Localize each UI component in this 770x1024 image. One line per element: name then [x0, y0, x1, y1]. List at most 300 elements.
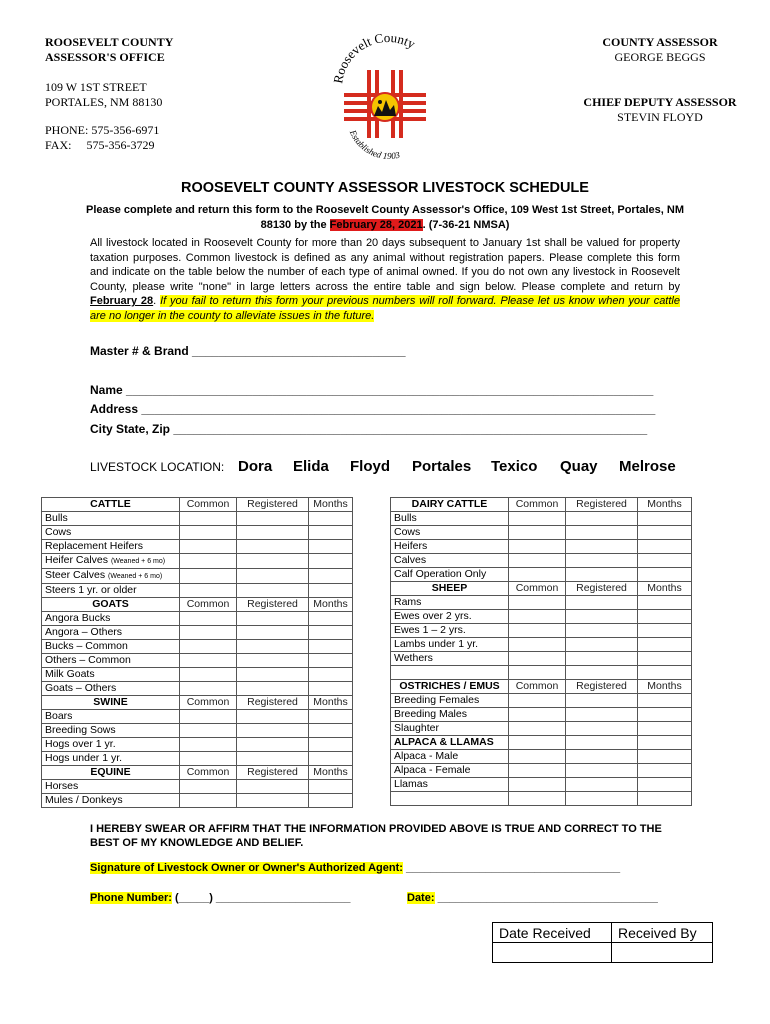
section-header-row [391, 582, 692, 596]
section-header [42, 696, 180, 710]
section-header-row [42, 766, 353, 780]
common-count-cell[interactable] [509, 736, 566, 750]
registered-column-header: Registered [237, 766, 309, 780]
common-column-header: Common [180, 498, 237, 512]
section-header [391, 498, 509, 512]
common-count-cell[interactable] [509, 778, 566, 792]
date-field[interactable] [407, 892, 658, 904]
signature-label: Signature of Livestock Owner or Owner's Authorized Agent: [90, 862, 403, 874]
months-count-cell[interactable] [309, 584, 353, 598]
livestock-row [391, 540, 692, 554]
date-received-cell[interactable] [493, 943, 612, 963]
common-count-cell[interactable] [509, 792, 566, 806]
animal-label [391, 666, 509, 680]
address-line-2: PORTALES, NM 88130 [45, 95, 163, 109]
months-count-cell[interactable] [638, 540, 692, 554]
subtitle-part-2: . (7-36-21 NMSA) [422, 219, 510, 231]
row-label: Slaughter [394, 722, 439, 734]
common-count-cell[interactable] [180, 526, 237, 540]
row-label: Cows [394, 526, 421, 538]
registered-count-cell[interactable] [237, 780, 309, 794]
phone-number-field[interactable] [90, 892, 351, 904]
animal-label [42, 780, 180, 794]
months-count-cell[interactable] [638, 666, 692, 680]
registered-count-cell[interactable] [566, 512, 638, 526]
animal-label [42, 654, 180, 668]
county-seal-logo [330, 26, 440, 168]
common-count-cell[interactable] [509, 764, 566, 778]
row-label: Breeding Females [394, 694, 480, 706]
row-label: EQUINE [90, 766, 131, 778]
instructions-paragraph: All livestock located in Roosevelt County for more than 20 days subsequent to January 1st shall be valued for property taxation purposes. Common livestock is defined as any animal without registration papers. Please complete this form and indicate on the table below the number of each type of animal owned. If you do not own any livestock in Roosevelt County, please write "none" in large letters across the entire table and sign below. Please complete and return by February 28. If you fail to return this form your previous numbers will roll forward. Please let us know when your cattle are no longer in the county to alleviate issues in the future. [90, 237, 680, 322]
common-count-cell[interactable] [180, 682, 237, 696]
section-header-row [42, 498, 353, 512]
phone-line: PHONE: 575-356-6971 [45, 123, 160, 137]
livestock-row [391, 624, 692, 638]
subtitle-deadline: February 28, 2021 [329, 219, 423, 231]
registered-count-cell[interactable] [237, 640, 309, 654]
livestock-row [42, 738, 353, 752]
animal-label [391, 722, 509, 736]
date-received-header: Date Received [493, 923, 612, 943]
animal-label [42, 584, 180, 598]
registered-count-cell[interactable] [237, 654, 309, 668]
intro-warning: If you fail to return this form your previous numbers will roll forward. Please let us know when your cattle are no longer in the county to alleviate issues in the future. [90, 295, 680, 322]
common-column-header: Common [180, 598, 237, 612]
phone-line[interactable]: (_____) ______________________ [171, 892, 351, 904]
animal-label [391, 610, 509, 624]
section-header-row [42, 696, 353, 710]
months-count-cell[interactable] [309, 752, 353, 766]
row-label: Alpaca - Male [394, 750, 459, 762]
row-label: Calves [394, 554, 427, 566]
months-count-cell[interactable] [309, 724, 353, 738]
row-label: Cows [45, 526, 72, 538]
months-count-cell[interactable] [309, 612, 353, 626]
months-count-cell[interactable] [638, 652, 692, 666]
months-column-header: Months [638, 498, 692, 512]
common-count-cell[interactable] [509, 708, 566, 722]
livestock-row [391, 638, 692, 652]
deputy-block [560, 95, 760, 125]
common-count-cell[interactable] [509, 540, 566, 554]
common-count-cell[interactable] [509, 638, 566, 652]
registered-count-cell[interactable] [566, 596, 638, 610]
livestock-row [42, 584, 353, 598]
months-count-cell[interactable] [638, 736, 692, 750]
assessor-name: GEORGE BEGGS [614, 50, 706, 64]
registered-count-cell[interactable] [237, 724, 309, 738]
livestock-row [42, 640, 353, 654]
common-count-cell[interactable] [509, 624, 566, 638]
common-count-cell[interactable] [180, 752, 237, 766]
months-count-cell[interactable] [638, 624, 692, 638]
office-name [45, 35, 173, 65]
livestock-row [391, 778, 692, 792]
city-state-zip-field[interactable]: City State, Zip _______________________________________________________________________ [90, 422, 648, 436]
common-count-cell[interactable] [509, 512, 566, 526]
registered-count-cell[interactable] [566, 610, 638, 624]
row-label: CATTLE [90, 498, 131, 510]
livestock-table-right [390, 497, 692, 806]
section-header-row [42, 598, 353, 612]
registered-count-cell[interactable] [566, 652, 638, 666]
months-column-header: Months [309, 696, 353, 710]
registered-count-cell[interactable] [237, 682, 309, 696]
animal-label [391, 638, 509, 652]
row-label: Boars [45, 710, 73, 722]
registered-count-cell[interactable] [566, 792, 638, 806]
livestock-row [42, 682, 353, 696]
row-label: Goats – Others [45, 682, 117, 694]
registered-count-cell[interactable] [237, 738, 309, 752]
animal-label [391, 750, 509, 764]
common-count-cell[interactable] [509, 694, 566, 708]
common-column-header: Common [509, 582, 566, 596]
row-note: (Weaned + 6 mo) [110, 558, 166, 565]
fax-line: FAX: 575-356-3729 [45, 138, 155, 152]
months-column-header: Months [638, 582, 692, 596]
row-label: Bulls [45, 512, 68, 524]
row-label: Ewes 1 – 2 yrs. [394, 624, 466, 636]
livestock-row [42, 668, 353, 682]
registered-count-cell[interactable] [237, 569, 309, 584]
livestock-row [42, 612, 353, 626]
common-count-cell[interactable] [180, 710, 237, 724]
deputy-name: STEVIN FLOYD [617, 110, 703, 124]
months-count-cell[interactable] [309, 569, 353, 584]
months-column-header: Months [309, 598, 353, 612]
row-label: Breeding Sows [45, 724, 116, 736]
row-label: ALPACA & LLAMAS [394, 736, 494, 748]
livestock-table-left [41, 497, 353, 808]
registered-count-cell[interactable] [237, 612, 309, 626]
animal-label [391, 764, 509, 778]
registered-count-cell[interactable] [566, 666, 638, 680]
town-dora[interactable]: Dora [238, 458, 273, 475]
months-count-cell[interactable] [638, 638, 692, 652]
affirmation-statement: I HEREBY SWEAR OR AFFIRM THAT THE INFORMATION PROVIDED ABOVE IS TRUE AND CORRECT TO THE BEST OF MY KNOWLEDGE AND BELIEF. [90, 823, 662, 849]
registered-count-cell[interactable] [237, 526, 309, 540]
common-count-cell[interactable] [509, 610, 566, 624]
registered-count-cell[interactable] [237, 668, 309, 682]
registered-count-cell[interactable] [237, 794, 309, 808]
signature-field[interactable] [90, 862, 620, 874]
registered-column-header: Registered [237, 598, 309, 612]
office-line-1: ROOSEVELT COUNTY [45, 35, 174, 49]
common-count-cell[interactable] [180, 640, 237, 654]
row-label: Horses [45, 780, 79, 792]
months-count-cell[interactable] [309, 526, 353, 540]
animal-label [42, 554, 180, 569]
office-use-table [492, 922, 713, 963]
row-label: Mules / Donkeys [45, 794, 123, 806]
registered-column-header: Registered [237, 498, 309, 512]
livestock-row [42, 526, 353, 540]
common-count-cell[interactable] [180, 794, 237, 808]
intro-text: All livestock located in Roosevelt County for more than 20 days subsequent to January 1st shall be valued for property taxation purposes. Common livestock is defined as any animal without registration papers. Please complete this form and indicate on the table below the number of each type of animal owned. If you do not own any livestock in Roosevelt County, please write "none" in large letters across the entire table and sign below. Please complete and return by [90, 237, 680, 293]
common-count-cell[interactable] [180, 668, 237, 682]
common-count-cell[interactable] [180, 626, 237, 640]
animal-label [42, 640, 180, 654]
months-count-cell[interactable] [638, 512, 692, 526]
town-texico[interactable]: Texico [491, 458, 538, 475]
animal-label [391, 554, 509, 568]
animal-label [391, 512, 509, 526]
livestock-row [42, 780, 353, 794]
common-count-cell[interactable] [180, 554, 237, 569]
row-label: Calf Operation Only [394, 568, 487, 580]
common-count-cell[interactable] [509, 722, 566, 736]
common-count-cell[interactable] [180, 569, 237, 584]
registered-count-cell[interactable] [566, 540, 638, 554]
months-count-cell[interactable] [309, 654, 353, 668]
row-label: Hogs under 1 yr. [45, 752, 123, 764]
section-header [42, 766, 180, 780]
registered-count-cell[interactable] [566, 722, 638, 736]
row-label: SHEEP [431, 582, 468, 594]
row-label: OSTRICHES / EMUS [399, 680, 500, 692]
animal-label [42, 526, 180, 540]
office-line-2: ASSESSOR'S OFFICE [45, 50, 165, 64]
registered-count-cell[interactable] [237, 710, 309, 724]
row-label: Alpaca - Female [394, 764, 471, 776]
livestock-row [391, 764, 692, 778]
animal-label [391, 778, 509, 792]
animal-label [42, 612, 180, 626]
common-column-header: Common [509, 498, 566, 512]
row-label: Replacement Heifers [45, 540, 144, 552]
months-count-cell[interactable] [638, 554, 692, 568]
subtitle-part-1: Please complete and return this form to the Roosevelt County Assessor's Office, 109 West 1st Street, Portales, NM 88130 by the [85, 204, 684, 231]
common-count-cell[interactable] [180, 512, 237, 526]
livestock-row [391, 512, 692, 526]
animal-label [42, 724, 180, 738]
row-label: Milk Goats [45, 668, 95, 680]
intro-deadline: February 28 [90, 295, 154, 307]
animal-label [391, 792, 509, 806]
months-count-cell[interactable] [309, 738, 353, 752]
registered-count-cell[interactable] [237, 540, 309, 554]
location-label: LIVESTOCK LOCATION: [90, 460, 225, 474]
months-count-cell[interactable] [638, 526, 692, 540]
livestock-row [42, 626, 353, 640]
received-by-cell[interactable] [612, 943, 713, 963]
livestock-row [391, 736, 692, 750]
animal-label [42, 569, 180, 584]
livestock-row [391, 722, 692, 736]
common-count-cell[interactable] [509, 596, 566, 610]
registered-count-cell[interactable] [566, 694, 638, 708]
animal-label [42, 540, 180, 554]
common-count-cell[interactable] [180, 724, 237, 738]
section-header-row [391, 680, 692, 694]
common-column-header: Common [180, 696, 237, 710]
registered-column-header: Registered [566, 680, 638, 694]
livestock-row [391, 526, 692, 540]
registered-count-cell[interactable] [237, 752, 309, 766]
received-by-header: Received By [612, 923, 713, 943]
animal-label [391, 568, 509, 582]
livestock-row [42, 512, 353, 526]
common-count-cell[interactable] [180, 540, 237, 554]
form-title: ROOSEVELT COUNTY ASSESSOR LIVESTOCK SCHEDULE [181, 180, 589, 196]
registered-count-cell[interactable] [566, 764, 638, 778]
section-header [42, 498, 180, 512]
livestock-row [42, 569, 353, 584]
common-count-cell[interactable] [509, 750, 566, 764]
livestock-row [391, 652, 692, 666]
animal-label [391, 694, 509, 708]
animal-label [391, 526, 509, 540]
row-label: SWINE [93, 696, 128, 708]
row-label: Bucks – Common [45, 640, 128, 652]
animal-label [42, 752, 180, 766]
months-count-cell[interactable] [309, 668, 353, 682]
row-label: Wethers [394, 652, 433, 664]
section-header [42, 598, 180, 612]
row-label: Steer Calves [45, 569, 109, 581]
row-label: Bulls [394, 512, 417, 524]
animal-label [391, 624, 509, 638]
town-quay[interactable]: Quay [560, 458, 598, 475]
months-count-cell[interactable] [638, 596, 692, 610]
common-count-cell[interactable] [180, 654, 237, 668]
months-count-cell[interactable] [638, 694, 692, 708]
registered-count-cell[interactable] [566, 750, 638, 764]
months-count-cell[interactable] [638, 778, 692, 792]
row-label: Breeding Males [394, 708, 467, 720]
name-field[interactable]: Name _______________________________________________________________________________ [90, 383, 654, 397]
livestock-row [42, 794, 353, 808]
livestock-row [42, 710, 353, 724]
animal-label [42, 512, 180, 526]
animal-label [391, 708, 509, 722]
months-count-cell[interactable] [309, 512, 353, 526]
row-label: Heifers [394, 540, 428, 552]
row-note: (Weaned + 6 mo) [108, 573, 163, 580]
registered-count-cell[interactable] [566, 708, 638, 722]
months-count-cell[interactable] [638, 764, 692, 778]
registered-count-cell[interactable] [237, 626, 309, 640]
town-melrose[interactable]: Melrose [619, 458, 676, 475]
animal-label [42, 710, 180, 724]
animal-label [42, 682, 180, 696]
months-column-header: Months [309, 766, 353, 780]
town-portales[interactable]: Portales [412, 458, 472, 475]
town-elida[interactable]: Elida [293, 458, 329, 475]
animal-label [42, 668, 180, 682]
common-column-header: Common [509, 680, 566, 694]
livestock-row [42, 554, 353, 569]
livestock-row [391, 554, 692, 568]
common-column-header: Common [180, 766, 237, 780]
date-label: Date: [407, 892, 435, 904]
months-count-cell[interactable] [638, 708, 692, 722]
livestock-row [391, 666, 692, 680]
animal-label [42, 794, 180, 808]
livestock-row [391, 596, 692, 610]
months-count-cell[interactable] [309, 794, 353, 808]
form-subtitle [85, 203, 685, 233]
row-label: Lambs under 1 yr. [394, 638, 479, 650]
animal-label [391, 596, 509, 610]
registered-count-cell[interactable] [566, 778, 638, 792]
registered-count-cell[interactable] [566, 554, 638, 568]
registered-count-cell[interactable] [237, 554, 309, 569]
months-column-header: Months [309, 498, 353, 512]
months-count-cell[interactable] [309, 780, 353, 794]
common-count-cell[interactable] [509, 652, 566, 666]
months-count-cell[interactable] [309, 554, 353, 569]
office-address [45, 80, 162, 110]
row-label: Llamas [394, 778, 428, 790]
months-count-cell[interactable] [309, 626, 353, 640]
assessor-title: COUNTY ASSESSOR [602, 35, 718, 49]
livestock-row [42, 724, 353, 738]
months-count-cell[interactable] [638, 750, 692, 764]
registered-column-header: Registered [237, 696, 309, 710]
common-count-cell[interactable] [180, 738, 237, 752]
registered-count-cell[interactable] [566, 568, 638, 582]
months-count-cell[interactable] [309, 682, 353, 696]
common-count-cell[interactable] [180, 584, 237, 598]
common-count-cell[interactable] [509, 554, 566, 568]
registered-column-header: Registered [566, 498, 638, 512]
address-field[interactable]: Address _____________________________________________________________________________ [90, 402, 656, 416]
livestock-row [391, 568, 692, 582]
phone-label: Phone Number: [90, 892, 172, 904]
common-count-cell[interactable] [509, 568, 566, 582]
months-column-header: Months [638, 680, 692, 694]
animal-label [42, 626, 180, 640]
months-count-cell[interactable] [638, 568, 692, 582]
registered-column-header: Registered [566, 582, 638, 596]
registered-count-cell[interactable] [566, 624, 638, 638]
livestock-row [42, 654, 353, 668]
registered-count-cell[interactable] [566, 736, 638, 750]
animal-label [391, 540, 509, 554]
common-count-cell[interactable] [180, 780, 237, 794]
common-count-cell[interactable] [509, 666, 566, 680]
master-brand-field[interactable]: Master # & Brand ________________________________ [90, 344, 406, 358]
registered-count-cell[interactable] [237, 584, 309, 598]
row-label: Ewes over 2 yrs. [394, 610, 472, 622]
section-header-row [391, 498, 692, 512]
months-count-cell[interactable] [638, 792, 692, 806]
common-count-cell[interactable] [509, 526, 566, 540]
registered-count-cell[interactable] [566, 638, 638, 652]
months-count-cell[interactable] [638, 610, 692, 624]
section-header [391, 736, 509, 750]
row-label: GOATS [92, 598, 129, 610]
town-floyd[interactable]: Floyd [350, 458, 390, 475]
row-label: Others – Common [45, 654, 131, 666]
section-header [391, 582, 509, 596]
signature-line[interactable]: ___________________________________ [402, 862, 621, 874]
months-count-cell[interactable] [309, 710, 353, 724]
date-line[interactable]: ____________________________________ [434, 892, 658, 904]
svg-text:Roosevelt County: Roosevelt County [330, 29, 418, 85]
months-count-cell[interactable] [309, 640, 353, 654]
months-count-cell[interactable] [309, 540, 353, 554]
livestock-row [391, 750, 692, 764]
months-count-cell[interactable] [638, 722, 692, 736]
livestock-row [391, 708, 692, 722]
registered-count-cell[interactable] [566, 526, 638, 540]
common-count-cell[interactable] [180, 612, 237, 626]
registered-count-cell[interactable] [237, 512, 309, 526]
